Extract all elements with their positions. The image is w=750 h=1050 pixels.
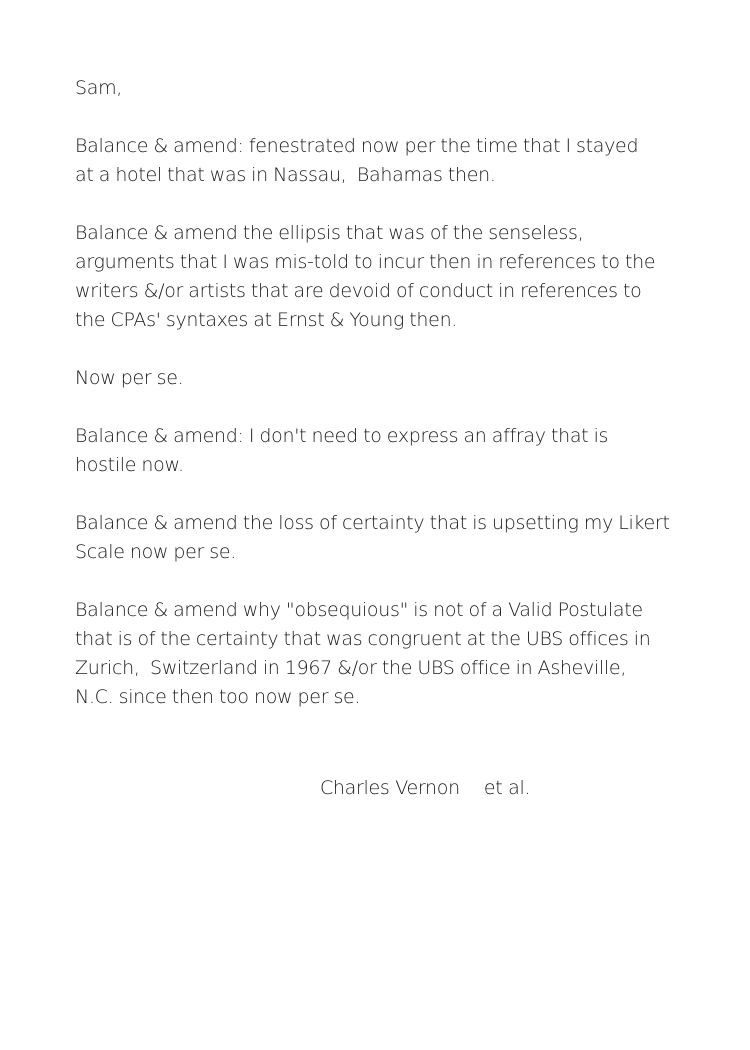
signature-block	[297, 745, 530, 832]
paragraph-5	[75, 509, 685, 567]
paragraph-line: Balance & amend the loss of certainty that is upsetting my Likert	[75, 512, 670, 534]
paragraph-line: Balance & amend: fenestrated now per the time that I stayed	[75, 135, 639, 157]
paragraph-line: hostile now.	[75, 454, 184, 476]
paragraph-1	[75, 132, 685, 190]
paragraph-line: that is of the certainty that was congruent at the UBS offices in	[75, 628, 651, 650]
paragraph-6	[75, 596, 685, 712]
paragraph-line: Scale now per se.	[75, 541, 237, 563]
paragraph-4	[75, 422, 685, 480]
paragraph-line: N.C. since then too now per se.	[75, 686, 361, 708]
salutation-text: Sam,	[75, 77, 123, 99]
paragraph-line: at a hotel that was in Nassau, Bahamas then.	[75, 164, 496, 186]
salutation	[75, 74, 685, 103]
paragraph-3	[75, 364, 685, 393]
paragraph-line: Balance & amend: I don't need to express an affray that is	[75, 425, 609, 447]
paragraph-line: writers &/or artists that are devoid of conduct in references to	[75, 280, 642, 302]
paragraph-line: the CPAs' syntaxes at Ernst & Young then.	[75, 309, 458, 331]
paragraph-2	[75, 219, 685, 335]
paragraph-line: arguments that I was mis-told to incur then in references to the	[75, 251, 656, 273]
letter-body	[75, 74, 685, 741]
signature-name: Charles Vernon	[319, 777, 460, 799]
paragraph-line: Zurich, Switzerland in 1967 &/or the UBS office in Asheville,	[75, 657, 627, 679]
paragraph-line: Now per se.	[75, 367, 184, 389]
signature-suffix: et al.	[483, 777, 531, 799]
paragraph-line: Balance & amend why "obsequious" is not of a Valid Postulate	[75, 599, 643, 621]
paragraph-line: Balance & amend the ellipsis that was of the senseless,	[75, 222, 584, 244]
